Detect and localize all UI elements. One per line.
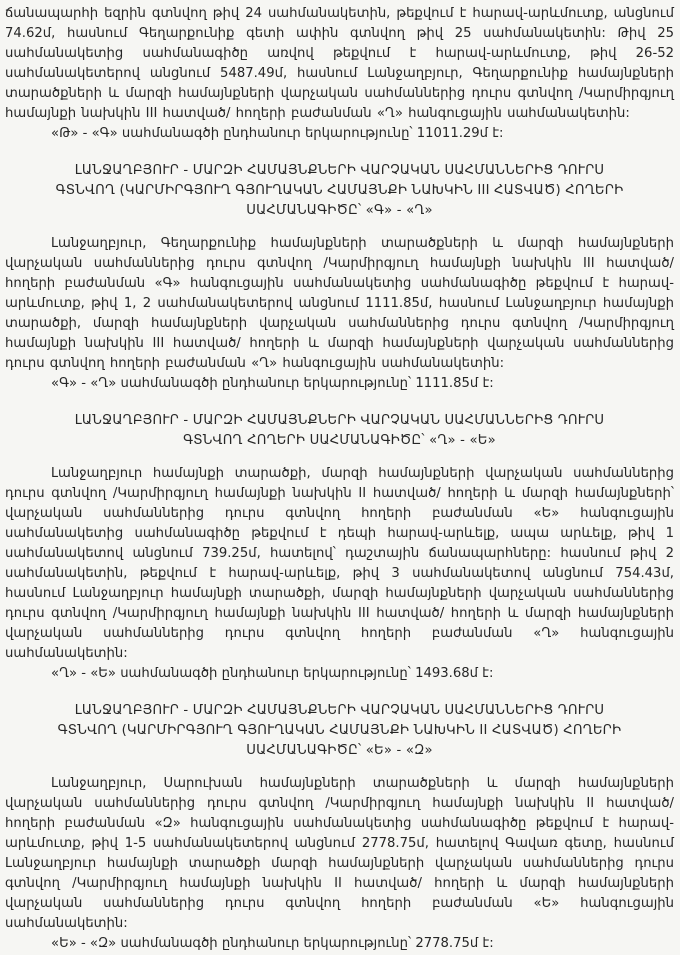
section-heading-2: ԼԱՆՋԱՂԲՅՈՒՐ - ՄԱՐԶԻ ՀԱՄԱՅՆՔՆԵՐԻ ՎԱՐՉԱԿԱՆ ՍԱՀՄԱՆՆԵՐԻՑ ԴՈՒՐՍ ԳՏՆՎՈՂ ՀՈՂԵՐԻ ՍԱՀՄԱՆԱԳԻԾԸ՝ «Ղ» - «Ե»	[74, 413, 605, 448]
continuation-paragraph: ճանապարհի եզրին գտնվող թիվ 24 սահմանակետին, թեքվում է հարավ-արևմուտք, անցնում 74.62մ, հասնում Գեղարքունիք գետի ափին գտնվող թիվ 25 սահմանակետին: Թիվ 25 սահմանակետից սահմանագիծը առվով թեքվում է հարավ-արևմուտք, թիվ 26-52 սահմանակետերով անցնում 5487.49մ, հասնում Լանջաղբյուր, Գեղարքունիք համայնքների տարածքների և մարզի համայնքների վարչական սահմաններից դուրս գտնվող /Կարմիրգյուղ համայնքի նախկին III հատված/ հողերի բաժանման «Ղ» հանգուցային սահմանակետին:	[5, 6, 674, 121]
section-paragraph-3: Լանջաղբյուր, Սարուխան համայնքների տարածքների և մարզի համայնքների վարչական սահմաններից դուրս գտնվող /Կարմիրգյուղ համայնքի նախկին II հատված/ հողերի բաժանման «Զ» հանգուցային սահմանակետից սահմանագիծը թեքվում է հարավ-արևմուտք, թիվ 1-5 սահմանակետերով անցնում 2778.75մ, հատելով Գավառ գետը, հասնում Լանջաղբյուր համայնքի տարածքի մարզի համայնքների վարչական սահմաններից դուրս գտնվող /Կարմիրգյուղ համայնքի նախկին II հատված/ հողերի և մարզի համայնքների վարչական սահմաններից դուրս գտնվող հողերի բաժանման «Ե» հանգուցային սահմանակետին:	[5, 776, 674, 931]
section-heading-3: ԼԱՆՋԱՂԲՅՈՒՐ - ՄԱՐԶԻ ՀԱՄԱՅՆՔՆԵՐԻ ՎԱՐՉԱԿԱՆ ՍԱՀՄԱՆՆԵՐԻՑ ԴՈՒՐՍ ԳՏՆՎՈՂ (ԿԱՐՄԻՐԳՅՈՒՂ ԳՅՈՒՂԱԿԱՆ ՀԱՄԱՅՆՔԻ ՆԱԽԿԻՆ II ՀԱՏՎԱԾ) ՀՈՂԵՐԻ ՍԱՀՄԱՆԱԳԻԾԸ՝ «Ե» - «Զ»	[57, 703, 622, 758]
boundary-length-summary-continuation: «Թ» - «Գ» սահմանագծի ընդհանուր երկարությունը՝ 11011.29մ է:	[51, 126, 504, 141]
section-paragraph-2: Լանջաղբյուր համայնքի տարածքի, մարզի համայնքների վարչական սահմաններից դուրս գտնվող /Կարմիրգյուղ համայնքի նախկին II հատված/ հողերի և մարզի համայնքների՝ վարչական սահմաններից դուրս գտնվող հողերի բաժանման «Ե» հանգուցային սահմանակետից սահմանագիծը թեքվում է դեպի հարավ-արևելք, ապա արևելք, թիվ 1 սահմանակետով անցնում 739.25մ, հատելով՝ դաշտային ճանապարհները: հասնում թիվ 2 սահմանակետին, թեքվում է հարավ-արևելք, թիվ 3 սահմանակետով անցնում 754.43մ, հասնում Լանջաղբյուր համայնքի տարածքի, մարզի համայնքների վարչական սահմաններից դուրս գտնվող /Կարմիրգյուղ համայնքի նախկին III հատված/ հողերի և մարզի համայնքների վարչական սահմաններից դուրս գտնվող հողերի բաժանման «Ղ» հանգուցային սահմանակետին:	[5, 466, 674, 661]
boundary-length-summary-2: «Ղ» - «Ե» սահմանագծի ընդհանուր երկարությունը՝ 1493.68մ է:	[51, 666, 494, 681]
boundary-length-summary-1: «Գ» - «Ղ» սահմանագծի ընդհանուր երկարությունը՝ 1111.85մ է:	[51, 376, 494, 391]
boundary-length-summary-3: «Ե» - «Զ» սահմանագծի ընդհանուր երկարությունը՝ 2778.75մ է:	[51, 936, 494, 951]
section-paragraph-1: Լանջաղբյուր, Գեղարքունիք համայնքների տարածքների և մարզի համայնքների վարչական սահմաններից դուրս գտնվող /Կարմիրգյուղ համայնքի նախկին III հատված/ հողերի բաժանման «Գ» հանգուցային սահմանակետից սահմանագիծը թեքվում է հարավ-արևմուտք, թիվ 1, 2 սահմանակետերով անցնում 1111.85մ, հասնում Լանջաղբյուր համայնքի տարածքի, մարզի համայնքների վարչական սահմաններից դուրս գտնվող /Կարմիրգյուղ համայնքի նախկին III հատված/ հողերի և մարզի համայնքների վարչական սահմաններից դուրս գտնվող հողերի բաժանման «Ղ» հանգուցային սահմանակետին:	[5, 236, 674, 371]
section-heading-1: ԼԱՆՋԱՂԲՅՈՒՐ - ՄԱՐԶԻ ՀԱՄԱՅՆՔՆԵՐԻ ՎԱՐՉԱԿԱՆ ՍԱՀՄԱՆՆԵՐԻՑ ԴՈՒՐՍ ԳՏՆՎՈՂ (ԿԱՐՄԻՐԳՅՈՒՂ ԳՅՈՒՂԱԿԱՆ ՀԱՄԱՅՆՔԻ ՆԱԽԿԻՆ III ՀԱՏՎԱԾ) ՀՈՂԵՐԻ ՍԱՀՄԱՆԱԳԻԾԸ՝ «Գ» - «Ղ»	[55, 163, 624, 218]
